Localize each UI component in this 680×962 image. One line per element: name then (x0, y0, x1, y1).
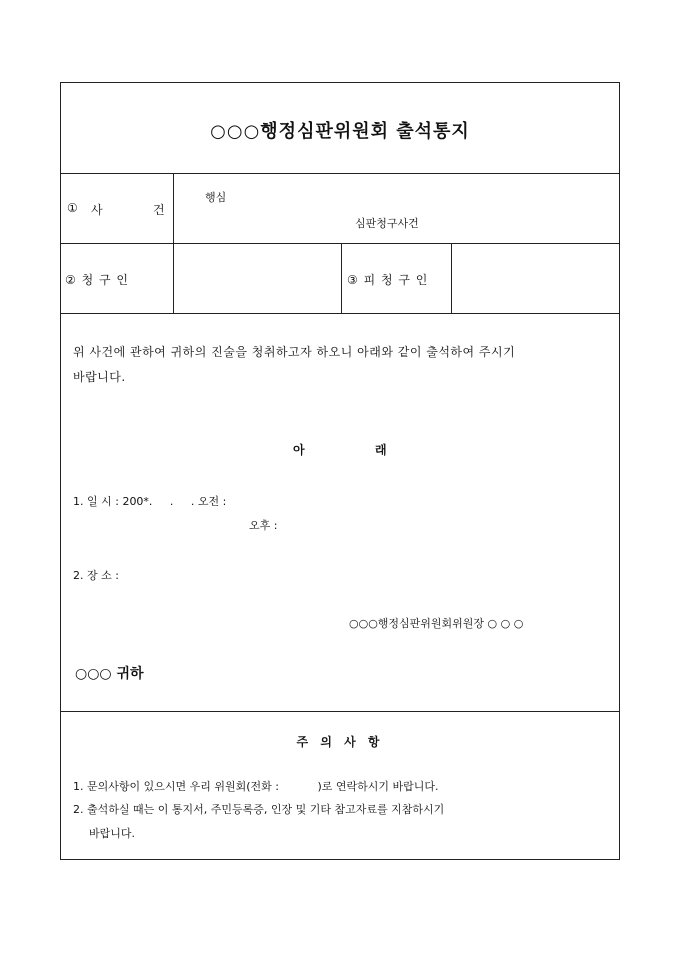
respondent-value (452, 244, 618, 312)
case-value-prefix: 행심 (205, 191, 227, 204)
divider (61, 173, 619, 174)
notice-line-1: 위 사건에 관하여 귀하의 진술을 청취하고자 하오니 아래와 같이 출석하여 주시기 (73, 345, 516, 359)
case-label-num: ① (67, 201, 78, 215)
caution-item-2: 2. 출석하실 때는 이 통지서, 주민등록증, 인장 및 기타 참고자료를 지참하시기 (73, 803, 445, 816)
caution-item-1: 1. 문의사항이 있으시면 우리 위원회(전화 : )로 연락하시기 바랍니다. (73, 780, 439, 793)
caution-item-2-cont: 바랍니다. (89, 827, 136, 840)
cautions-heading: 주 의 사 항 (296, 735, 384, 749)
case-label-a: 사 (91, 203, 103, 217)
place-field: 2. 장 소 : (73, 569, 119, 582)
claimant-label: ② 청 구 인 (65, 273, 129, 287)
attendance-notice-form (60, 82, 620, 860)
divider (173, 173, 174, 243)
datetime-field: 1. 일 시 : 200*. . . 오전 : (73, 495, 227, 508)
claimant-value (174, 244, 340, 312)
divider (61, 313, 619, 314)
notice-line-2: 바랍니다. (73, 370, 126, 384)
case-label-b: 건 (153, 203, 165, 217)
divider (341, 243, 342, 313)
signatory: ○○○행정심판위원회위원장 ○ ○ ○ (349, 617, 524, 630)
below-heading-b: 래 (375, 443, 387, 457)
case-value-suffix: 심판청구사건 (355, 217, 419, 230)
divider (61, 711, 619, 712)
form-title: ○○○행정심판위원회 출석통지 (210, 121, 470, 142)
below-heading-a: 아 (293, 443, 305, 457)
recipient: ○○○ 귀하 (75, 666, 144, 682)
respondent-label: ③ 피 청 구 인 (347, 273, 429, 287)
datetime-pm-field: 오후 : (249, 519, 278, 532)
